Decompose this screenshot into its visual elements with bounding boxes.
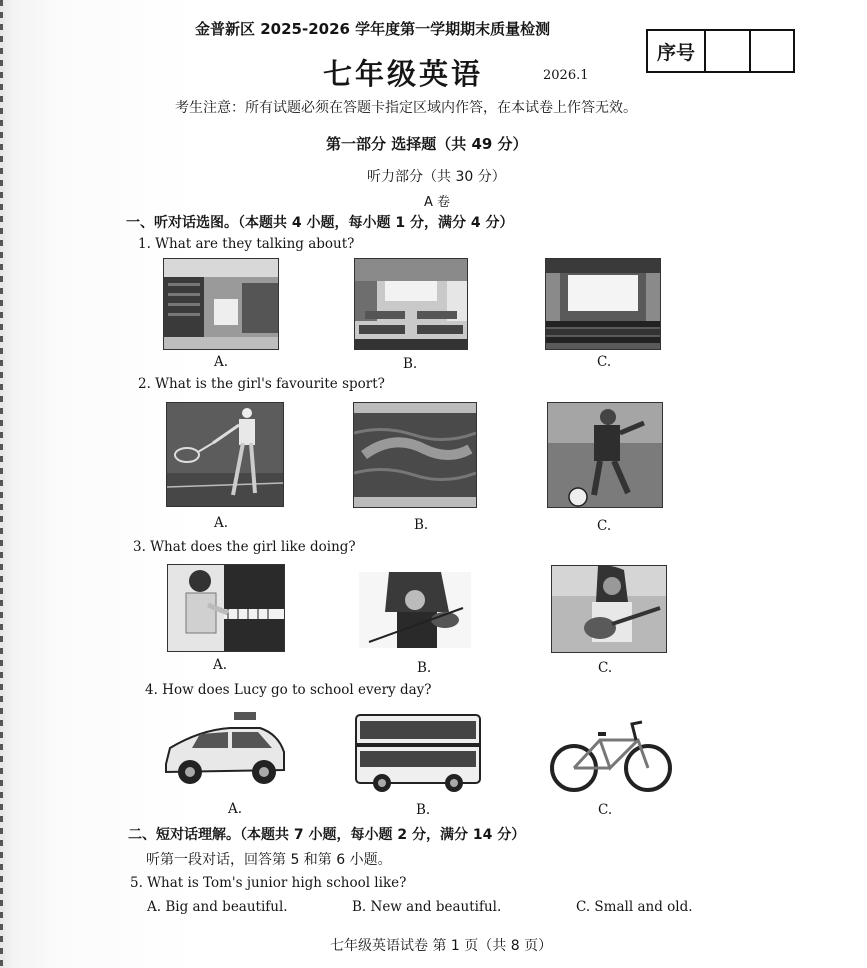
taxi-car-icon: [160, 708, 288, 794]
page-footer: 七年级英语试卷 第 1 页（共 8 页）: [330, 938, 553, 954]
library-photo-icon: [163, 258, 279, 350]
option-label: B.: [417, 660, 432, 676]
option-label: B.: [414, 517, 429, 533]
serial-label: 序号: [648, 31, 706, 71]
answer-option-c: C. Small and old.: [576, 899, 693, 915]
section1-title: 一、听对话选图。（本题共 4 小题，每小题 1 分，满分 4 分）: [126, 215, 514, 231]
soccer-photo-icon: [547, 402, 663, 508]
piano-photo-icon: [167, 564, 285, 652]
exam-date: 2026.1: [543, 68, 589, 83]
option-label: A.: [213, 657, 228, 673]
question-3: 3. What does the girl like doing?: [133, 539, 356, 555]
listening-title: 听力部分（共 30 分）: [367, 169, 506, 185]
classroom-photo-icon: [354, 258, 468, 350]
exam-header: 金普新区 2025-2026 学年度第一学期期末质量检测: [195, 20, 551, 38]
serial-number-box: [646, 29, 795, 73]
question-2: 2. What is the girl's favourite sport?: [138, 376, 385, 392]
part1-title: 第一部分 选择题（共 49 分）: [326, 135, 528, 153]
answer-option-a: A. Big and beautiful.: [147, 899, 288, 915]
serial-cell: [706, 31, 751, 71]
option-label: B.: [416, 802, 431, 818]
bicycle-icon: [548, 714, 674, 794]
swimming-photo-icon: [353, 402, 477, 508]
option-label: C.: [598, 802, 613, 818]
bus-icon: [352, 711, 484, 793]
serial-cell: [751, 31, 794, 71]
option-label: A.: [214, 354, 229, 370]
option-label: A.: [228, 801, 243, 817]
question-1: 1. What are they talking about?: [138, 236, 355, 252]
option-label: B.: [403, 356, 418, 372]
volume-label: A 卷: [424, 195, 451, 210]
option-label: A.: [214, 515, 229, 531]
option-label: C.: [597, 354, 612, 370]
violin-photo-icon: [359, 572, 471, 648]
question-4: 4. How does Lucy go to school every day?: [145, 682, 432, 698]
cinema-hall-photo-icon: [545, 258, 661, 350]
exam-notice: 考生注意：所有试题必须在答题卡指定区域内作答，在本试卷上作答无效。: [175, 100, 637, 116]
guitar-photo-icon: [551, 565, 667, 653]
answer-option-b: B. New and beautiful.: [352, 899, 502, 915]
question-5: 5. What is Tom's junior high school like?: [130, 875, 407, 891]
option-label: C.: [597, 518, 612, 534]
binding-margin: [0, 0, 3, 968]
section2-title: 二、短对话理解。（本题共 7 小题，每小题 2 分，满分 14 分）: [128, 827, 526, 843]
section2-instruction: 听第一段对话，回答第 5 和第 6 小题。: [146, 852, 392, 868]
option-label: C.: [598, 660, 613, 676]
tennis-photo-icon: [166, 402, 284, 507]
page-title: 七年级英语: [323, 57, 484, 91]
